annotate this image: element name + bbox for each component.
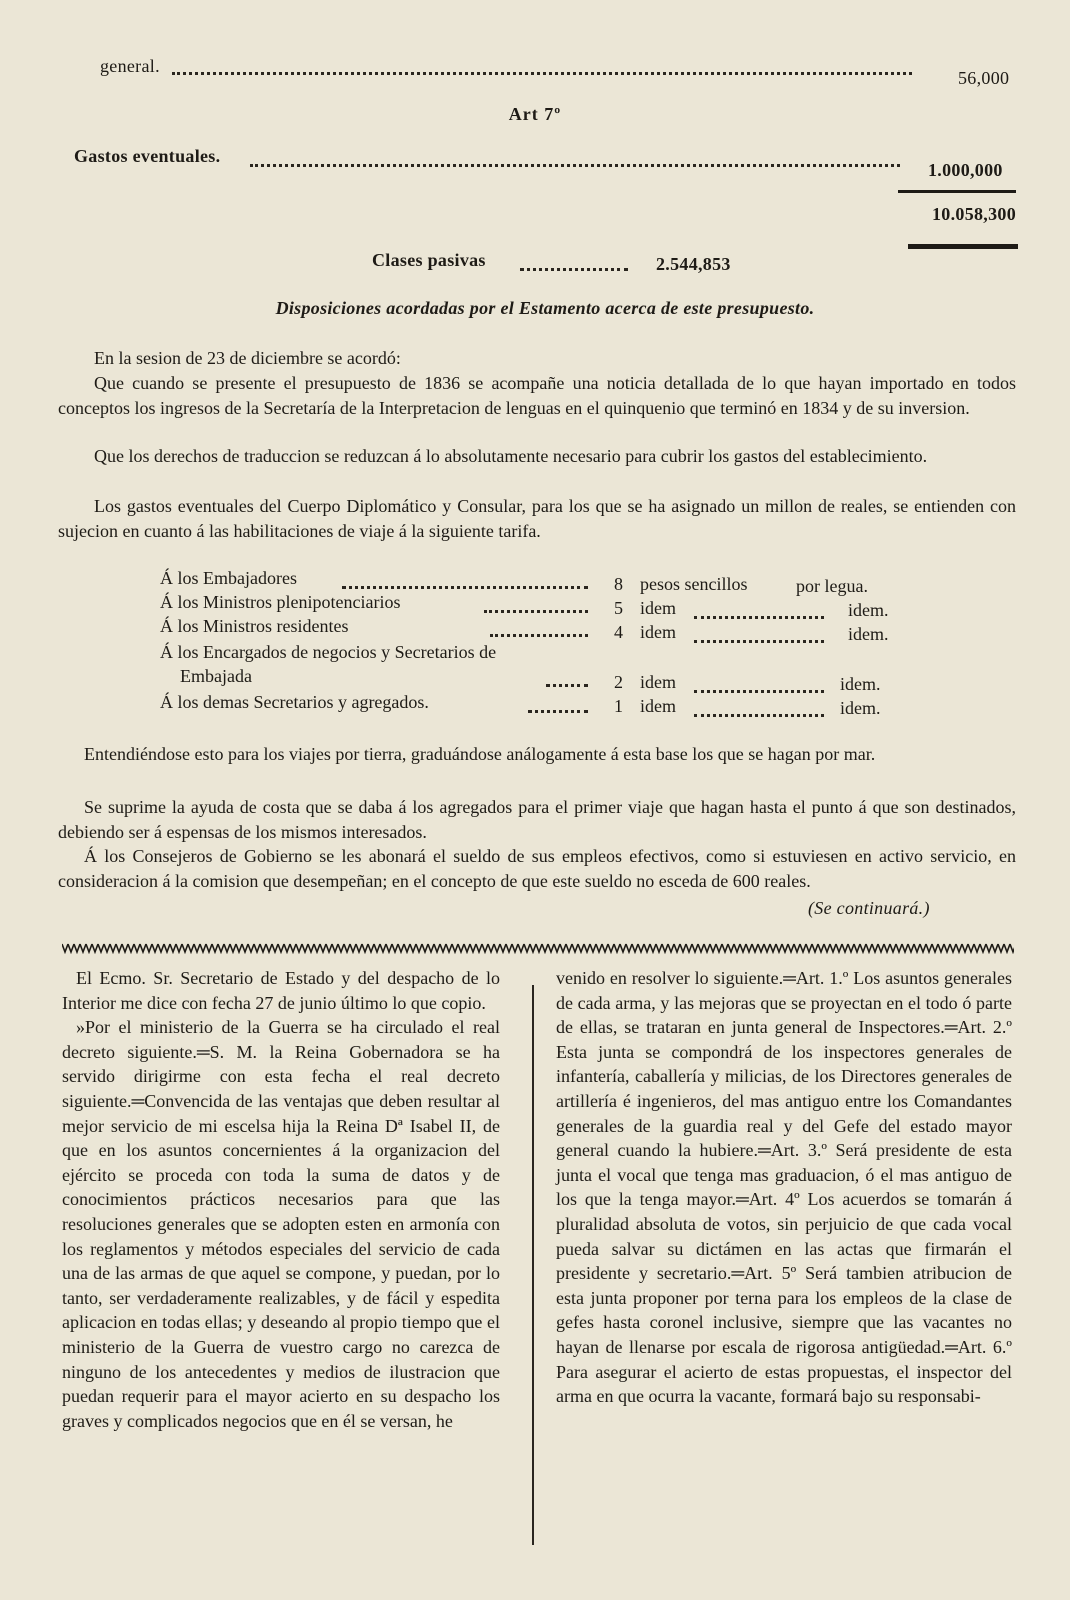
dot-leader bbox=[694, 714, 824, 717]
dot-leader bbox=[546, 684, 588, 687]
column-paragraph: »Por el ministerio de la Guerra se ha circulado el real decreto siguiente.═S. M. la Reina Gobernadora se ha servido dirigirme con esta fecha el real decreto siguiente.═Convencida de las ventajas que deben resultar al mejor servicio de mi escelsa hija la Reina Dª Isabel II, de que en los asuntos concernientes á la organizacion del ejército se proceda con toda la suma de datos y de conocimientos prácticos necesarios para que las resoluciones generales que se adopten esten en armonía con los reglamentos y métodos especiales del servicio de cada una de las armas de que aquel se compone, y puedan, por lo tanto, ser verdaderamente realizables, y de fácil y espedita aplicacion en todas ellas; y deseando al propio tiempo que el ministerio de la Guerra de vuestro cargo no carezca de ninguno de los antecedentes y medios de ilustracion que puedan requerir para el mayor acierto en su despacho los graves y complicados negocios que en él se versan, he bbox=[62, 1017, 500, 1431]
dot-leader bbox=[484, 610, 588, 613]
tarifa-unit: idem bbox=[640, 696, 676, 716]
dot-leader bbox=[694, 690, 824, 693]
tarifa-num: 8 bbox=[614, 574, 623, 594]
ornamental-divider bbox=[62, 942, 1014, 954]
tarifa-who-continued: Embajada bbox=[180, 666, 252, 686]
paragraph: Que los derechos de traduccion se reduzcan á lo absolutamente necesario para cubrir los gastos del establecimiento. bbox=[94, 446, 928, 466]
subtotal-amount: 10.058,300 bbox=[932, 204, 1016, 224]
dot-leader bbox=[490, 634, 588, 637]
tarifa-num: 1 bbox=[614, 696, 623, 716]
column-paragraph: venido en resolver lo siguiente.═Art. 1.º Los asuntos generales de cada arma, y las mejoras que se proyectan en el todo ó parte de ellas, se trataran en junta general de Inspectores.═Art. 2.º Esta junta se compondrá de los inspectores generales de infantería, caballería y milicias, de los Directores generales de artillería é ingenieros, del mas antiguo entre los Comandantes generales de la guardia real y del Gefe del estado mayor general cuando la hubiere.═Art. 3.º Será presidente de esta junta el vocal que tenga mas graduacion, ó el mas antiguo de los que la tenga mayor.═Art. 4º Los acuerdos se tomarán á pluralidad absoluta de votos, sin perjuicio de que cada vocal pueda salvar su dictámen en las actas que firmarán el presidente y secretario.═Art. 5º Será tambien atribucion de esta junta proponer por terna para los empleos de la clase de gefes hasta coronel inclusive, siempre que las vacantes no hayan de llenarse por escala de rigorosa antigüedad.═Art. 6.º Para asegurar el acierto de estas propuestas, el inspector del arma en que ocurra la vacante, formará bajo su responsabi- bbox=[556, 968, 1012, 1407]
paragraph: Los gastos eventuales del Cuerpo Diplomático y Consular, para los que se ha asignado un millon de reales, se entienden con sujecion en cuanto á las habilitaciones de viaje á la siguiente tarifa. bbox=[58, 496, 1016, 541]
dot-leader bbox=[172, 72, 912, 75]
paragraph: Que cuando se presente el presupuesto de 1836 se acompañe una noticia detallada de lo que hayan importado en todos conceptos los ingresos de la Secretaría de la Interpretacion de lenguas en el quinquenio que terminó en 1834 y de su inversion. bbox=[58, 373, 1016, 418]
dot-leader bbox=[694, 640, 824, 643]
paragraph: Á los Consejeros de Gobierno se les abonará el sueldo de sus empleos efectivos, como si estuviesen en activo servicio, en consideracion á la comision que desempeñan; en el concepto de que este sueldo no esceda de 600 reales. bbox=[58, 846, 1016, 891]
column-paragraph: El Ecmo. Sr. Secretario de Estado y del despacho de lo Interior me dice con fecha 27 de junio último lo que copio. bbox=[62, 968, 500, 1013]
dot-leader bbox=[342, 586, 588, 589]
tarifa-unit: idem bbox=[640, 622, 676, 642]
tarifa-who: Á los Ministros residentes bbox=[160, 616, 349, 636]
general-amount: 56,000 bbox=[958, 68, 1010, 88]
gastos-amount: 1.000,000 bbox=[928, 160, 1003, 180]
tarifa-per: idem. bbox=[840, 674, 881, 694]
clases-amount: 2.544,853 bbox=[656, 254, 731, 274]
tarifa-num: 5 bbox=[614, 598, 623, 618]
paragraph: En la sesion de 23 de diciembre se acordó: bbox=[94, 348, 401, 368]
sum-rule bbox=[898, 190, 1016, 193]
tarifa-per: idem. bbox=[840, 698, 881, 718]
column-divider bbox=[532, 985, 534, 1545]
paragraph: Se suprime la ayuda de costa que se daba á los agregados para el primer viaje que hagan hasta el punto á que son destinados, debiendo ser á espensas de los mismos interesados. bbox=[58, 797, 1016, 842]
tarifa-unit: pesos sencillos bbox=[640, 574, 748, 594]
tarifa-num: 4 bbox=[614, 622, 623, 642]
double-rule bbox=[908, 244, 1018, 249]
tarifa-per: idem. bbox=[848, 624, 889, 644]
tarifa-who: Á los demas Secretarios y agregados. bbox=[160, 692, 429, 712]
tarifa-unit: idem bbox=[640, 672, 676, 692]
article-heading: Art 7º bbox=[508, 104, 562, 124]
tarifa-per: por legua. bbox=[796, 576, 868, 596]
tarifa-who: Á los Encargados de negocios y Secretarios de bbox=[160, 642, 497, 662]
tarifa-who: Á los Ministros plenipotenciarios bbox=[160, 592, 401, 612]
general-label: general. bbox=[100, 56, 160, 76]
dot-leader bbox=[528, 710, 588, 713]
dot-leader bbox=[694, 616, 824, 619]
tarifa-per: idem. bbox=[848, 600, 889, 620]
section-title: Disposiciones acordadas por el Estamento acerca de este presupuesto. bbox=[275, 298, 815, 318]
paragraph: Entendiéndose esto para los viajes por tierra, graduándose análogamente á esta base los que se hagan por mar. bbox=[84, 744, 876, 764]
left-column bbox=[62, 966, 500, 1433]
dot-leader bbox=[520, 268, 628, 271]
clases-label: Clases pasivas bbox=[372, 250, 486, 270]
tarifa-num: 2 bbox=[614, 672, 623, 692]
continuation-note: (Se continuará.) bbox=[808, 898, 930, 918]
dot-leader bbox=[250, 164, 900, 167]
gastos-label: Gastos eventuales. bbox=[74, 146, 221, 166]
tarifa-unit: idem bbox=[640, 598, 676, 618]
tarifa-who: Á los Embajadores bbox=[160, 568, 297, 588]
right-column bbox=[556, 966, 1012, 1409]
